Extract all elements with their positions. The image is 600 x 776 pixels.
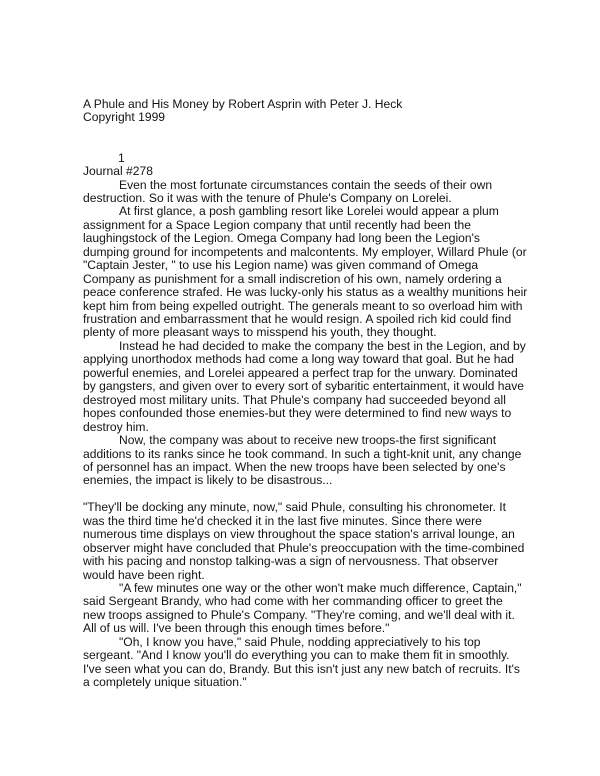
text-line: sergeant. "And I know you'll do everything you can to make them fit in smoothly. [83, 648, 510, 663]
text-line: a completely unique situation." [83, 675, 247, 690]
text-line: of personnel has an impact. When the new troops have been selected by one's [83, 459, 506, 474]
text-line: dumping ground for incompetents and malcontents. My employer, Willard Phule (or [83, 244, 527, 259]
text-line: additions to its ranks since he took command. In such a tight-knit unit, any change [83, 446, 522, 461]
text-line: Even the most fortunate circumstances contain the seeds of their own [119, 177, 493, 192]
section-heading: Journal #278 [83, 164, 153, 178]
text-line: destroy him. [83, 419, 149, 434]
text-line: hopes confounded those enemies-but they were determined to find new ways to [83, 406, 512, 421]
text-line: with his pacing and nonstop talking-was a sign of nervousness. That observer [83, 554, 499, 569]
text-line: "They'll be docking any minute, now," said Phule, consulting his chronometer. It [83, 500, 506, 515]
text-line: "A few minutes one way or the other won't make much difference, Captain," [119, 581, 522, 595]
text-line: Now, the company was about to receive new troops-the first significant [119, 433, 497, 448]
text-line: enemies, the impact is likely to be disastrous... [83, 473, 333, 488]
text-line: was the third time he'd checked it in the last five minutes. Since there were [83, 513, 482, 528]
text-line: destroyed most military units. That Phule's company had succeeded beyond all [83, 392, 506, 407]
text-line: kept him from being expelled outright. The generals meant to so overload him with [83, 298, 523, 313]
text-line: I've seen what you can do, Brandy. But this isn't just any new batch of recruits. It's [83, 661, 520, 676]
copyright-line: Copyright 1999 [83, 110, 166, 124]
text-line: would have been right. [83, 567, 205, 582]
text-line: said Sergeant Brandy, who had come with her commanding officer to greet the [83, 594, 503, 609]
text-line: powerful enemies, and Lorelei appeared a perfect trap for the unwary. Dominated [83, 365, 518, 380]
text-line: new troops assigned to Phule's Company. "They're coming, and we'll deal with it. [83, 607, 515, 622]
text-line: assignment for a Space Legion company that until recently had been the [83, 217, 471, 232]
text-line: plenty of more pleasant ways to misspend his youth, they thought. [83, 325, 437, 340]
text-line: frustration and embarrassment that he would resign. A spoiled rich kid could find [83, 312, 512, 326]
text-line: All of us will. I've been through this enough times before." [83, 621, 390, 636]
text-line: destruction. So it was with the tenure of Phule's Company on Lorelei. [83, 190, 452, 205]
text-line: Instead he had decided to make the company the best in the Legion, and by [119, 338, 526, 353]
text-line: At first glance, a posh gambling resort like Lorelei would appear a plum [119, 204, 499, 219]
text-line: observer might have concluded that Phule's preoccupation with the time-combined [83, 540, 525, 555]
text-line: applying unorthodox methods had come a long way toward that goal. But he had [83, 352, 514, 367]
chapter-number: 1 [118, 151, 125, 165]
text-line: "Captain Jester, " to use his Legion name) was given command of Omega [83, 258, 479, 273]
text-line: Company as punishment for a small indiscretion of his own, namely ordering a [83, 271, 502, 286]
text-line: laughingstock of the Legion. Omega Company had long been the Legion's [83, 231, 480, 246]
text-line: numerous time displays on view throughout the space station's arrival lounge, an [83, 527, 515, 542]
text-line: peace conference strafed. He was lucky-only his status as a wealthy munitions heir [83, 285, 528, 300]
text-line: "Oh, I know you have," said Phule, nodding appreciatively to his top [119, 634, 481, 649]
text-line: by gangsters, and given over to every sort of sybaritic entertainment, it would have [83, 379, 524, 394]
book-title-line: A Phule and His Money by Robert Asprin with Peter J. Heck [83, 97, 403, 111]
